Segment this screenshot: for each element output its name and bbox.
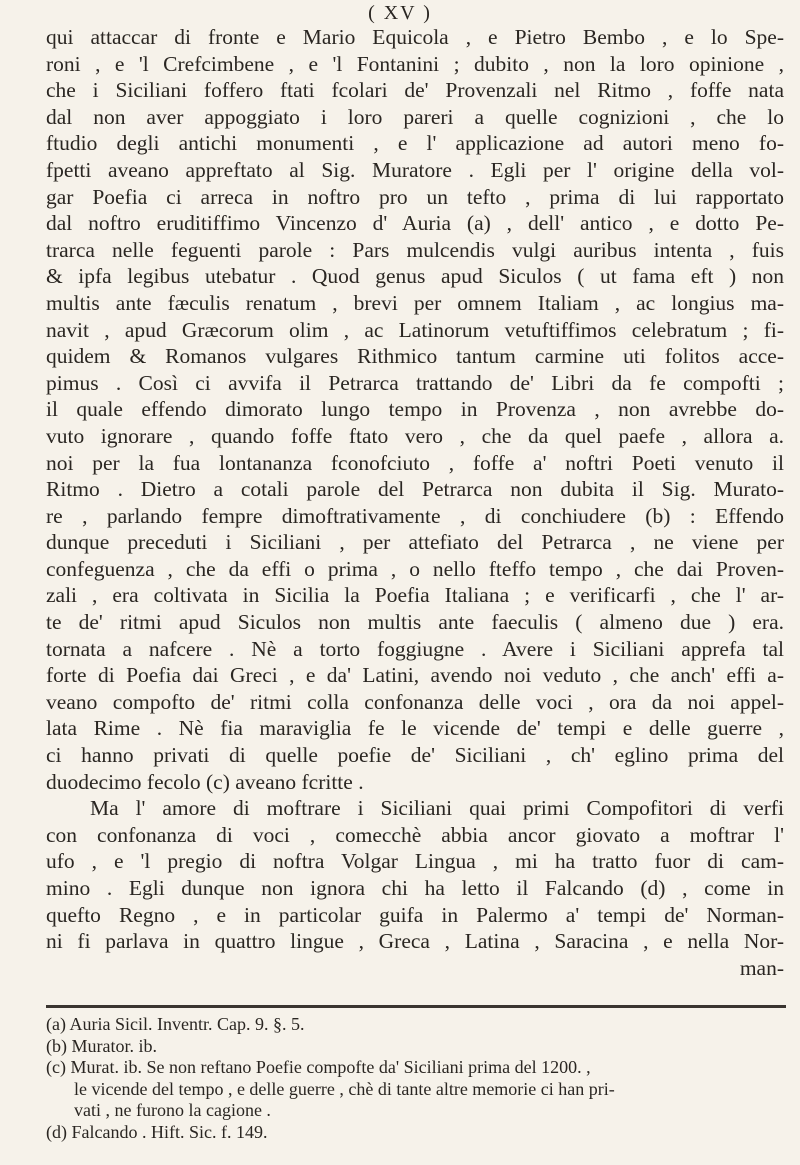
text-line: quefto Regno , e in particolar guifa in Palermo a' tempi de' Norman-: [46, 902, 784, 927]
catchword: man-: [739, 955, 784, 980]
text-line: pimus . Così ci avvifa il Petrarca trattando de' Libri da fe compofti ;: [46, 370, 784, 395]
text-line: qui attaccar di fronte e Mario Equicola , e Pietro Bembo , e lo Spe-: [46, 25, 784, 49]
text-line: roni , e 'l Crefcimbene , e 'l Fontanini ; dubito , non la loro opinione ,: [46, 51, 784, 76]
text-line: ni fi parlava in quattro lingue , Greca , Latina , Saracina , e nella Nor-: [46, 929, 784, 954]
text-line: quidem & Romanos vulgares Rithmico tantum carmine uti folitos acce-: [46, 344, 784, 369]
text-line: duodecimo fecolo (c) aveano fcritte .: [46, 769, 364, 794]
footnote-rule: [46, 1005, 786, 1008]
footnote-c-continued: vati , ne furono la cagione .: [74, 1100, 271, 1120]
footnote-a: (a) Auria Sicil. Inventr. Cap. 9. §. 5.: [46, 1014, 305, 1034]
text-line: dunque preceduti i Siciliani , per attefiato del Petrarca , ne viene per: [46, 530, 784, 555]
footnote-b: (b) Murator. ib.: [46, 1035, 157, 1056]
text-line: gar Poefia ci arreca in noftro pro un tefto , prima di lui rapportato: [46, 184, 784, 209]
text-line: confeguenza , che da effi o prima , o nello fteffo tempo , che dai Proven-: [46, 556, 784, 581]
footnote-d: (d) Falcando . Hift. Sic. f. 149.: [46, 1121, 268, 1142]
text-line: trarca nelle feguenti parole : Pars mulcendis vulgi auribus intenta , fuis: [46, 237, 784, 262]
text-line: forte di Poefia dai Greci , e da' Latini, avendo noi veduto , che anch' effi a-: [46, 663, 784, 688]
text-line: ufo , e 'l pregio di noftra Volgar Lingua , mi ha tratto fuor di cam-: [46, 849, 784, 874]
footnotes: [46, 1014, 786, 1143]
page-number-header: ( XV ): [368, 2, 432, 24]
text-line: che i Siciliani foffero ftati fcolari de' Provenzali nel Ritmo , foffe nata: [46, 78, 784, 103]
text-line: & ipfa legibus utebatur . Quod genus apud Siculos ( ut fama eft ) non: [46, 264, 784, 289]
text-line: fpetti aveano appreftato al Sig. Muratore . Egli per l' origine della vol-: [46, 157, 784, 182]
text-line: Ma l' amore di moftrare i Siciliani quai primi Compofitori di verfi: [90, 796, 784, 821]
text-line: noi per la fua lontananza fconofciuto , foffe a' noftri Poeti venuto il: [46, 450, 784, 475]
text-line: dal noftro eruditiffimo Vincenzo d' Auria (a) , dell' antico , e dotto Pe-: [46, 211, 784, 236]
text-line: ci hanno privati di quelle poefie de' Siciliani , ch' eglino prima del: [46, 743, 784, 768]
text-line: vuto ignorare , quando foffe ftato vero , che da quel paefe , allora a.: [46, 423, 784, 448]
footnote-c-continued: le vicende del tempo , e delle guerre , chè di tante altre memorie ci han pri-: [74, 1078, 615, 1099]
text-line: te de' ritmi apud Siculos non multis ante faeculis ( almeno due ) era.: [46, 610, 784, 635]
text-line: navit , apud Græcorum olim , ac Latinorum vetuftiffimos celebratum ; fi-: [46, 317, 784, 342]
text-line: zali , era coltivata in Sicilia la Poefia Italiana ; e verificarfi , che l' ar-: [46, 583, 784, 608]
footnote-c: (c) Murat. ib. Se non reftano Poefie compofte da' Siciliani prima del 1200. ,: [46, 1057, 591, 1077]
text-line: re , parlando fempre dimoftrativamente , di conchiudere (b) : Effendo: [46, 503, 784, 528]
text-line: il quale effendo dimorato lungo tempo in Provenza , non avrebbe do-: [46, 397, 784, 422]
text-line: Ritmo . Dietro a cotali parole del Petrarca non dubita il Sig. Murato-: [46, 477, 784, 502]
text-line: dal non aver appoggiato i loro pareri a quelle cognizioni , che lo: [46, 104, 784, 129]
main-text: [46, 24, 784, 981]
text-line: veano compofto de' ritmi colla confonanza delle voci , ora da noi appel-: [46, 689, 784, 714]
text-line: con confonanza di voci , comecchè abbia ancor giovato a moftrar l': [46, 822, 784, 847]
text-line: multis ante fæculis renatum , brevi per omnem Italiam , ac longius ma-: [46, 290, 784, 315]
text-line: lata Rime . Nè fia maraviglia fe le vicende de' tempi e delle guerre ,: [46, 716, 784, 741]
text-line: ftudio degli antichi monumenti , e l' applicazione ad autori meno fo-: [46, 131, 784, 156]
text-line: mino . Egli dunque non ignora chi ha letto il Falcando (d) , come in: [46, 876, 784, 900]
text-line: tornata a nafcere . Nè a torto foggiugne . Avere i Siciliani apprefa tal: [46, 636, 784, 661]
